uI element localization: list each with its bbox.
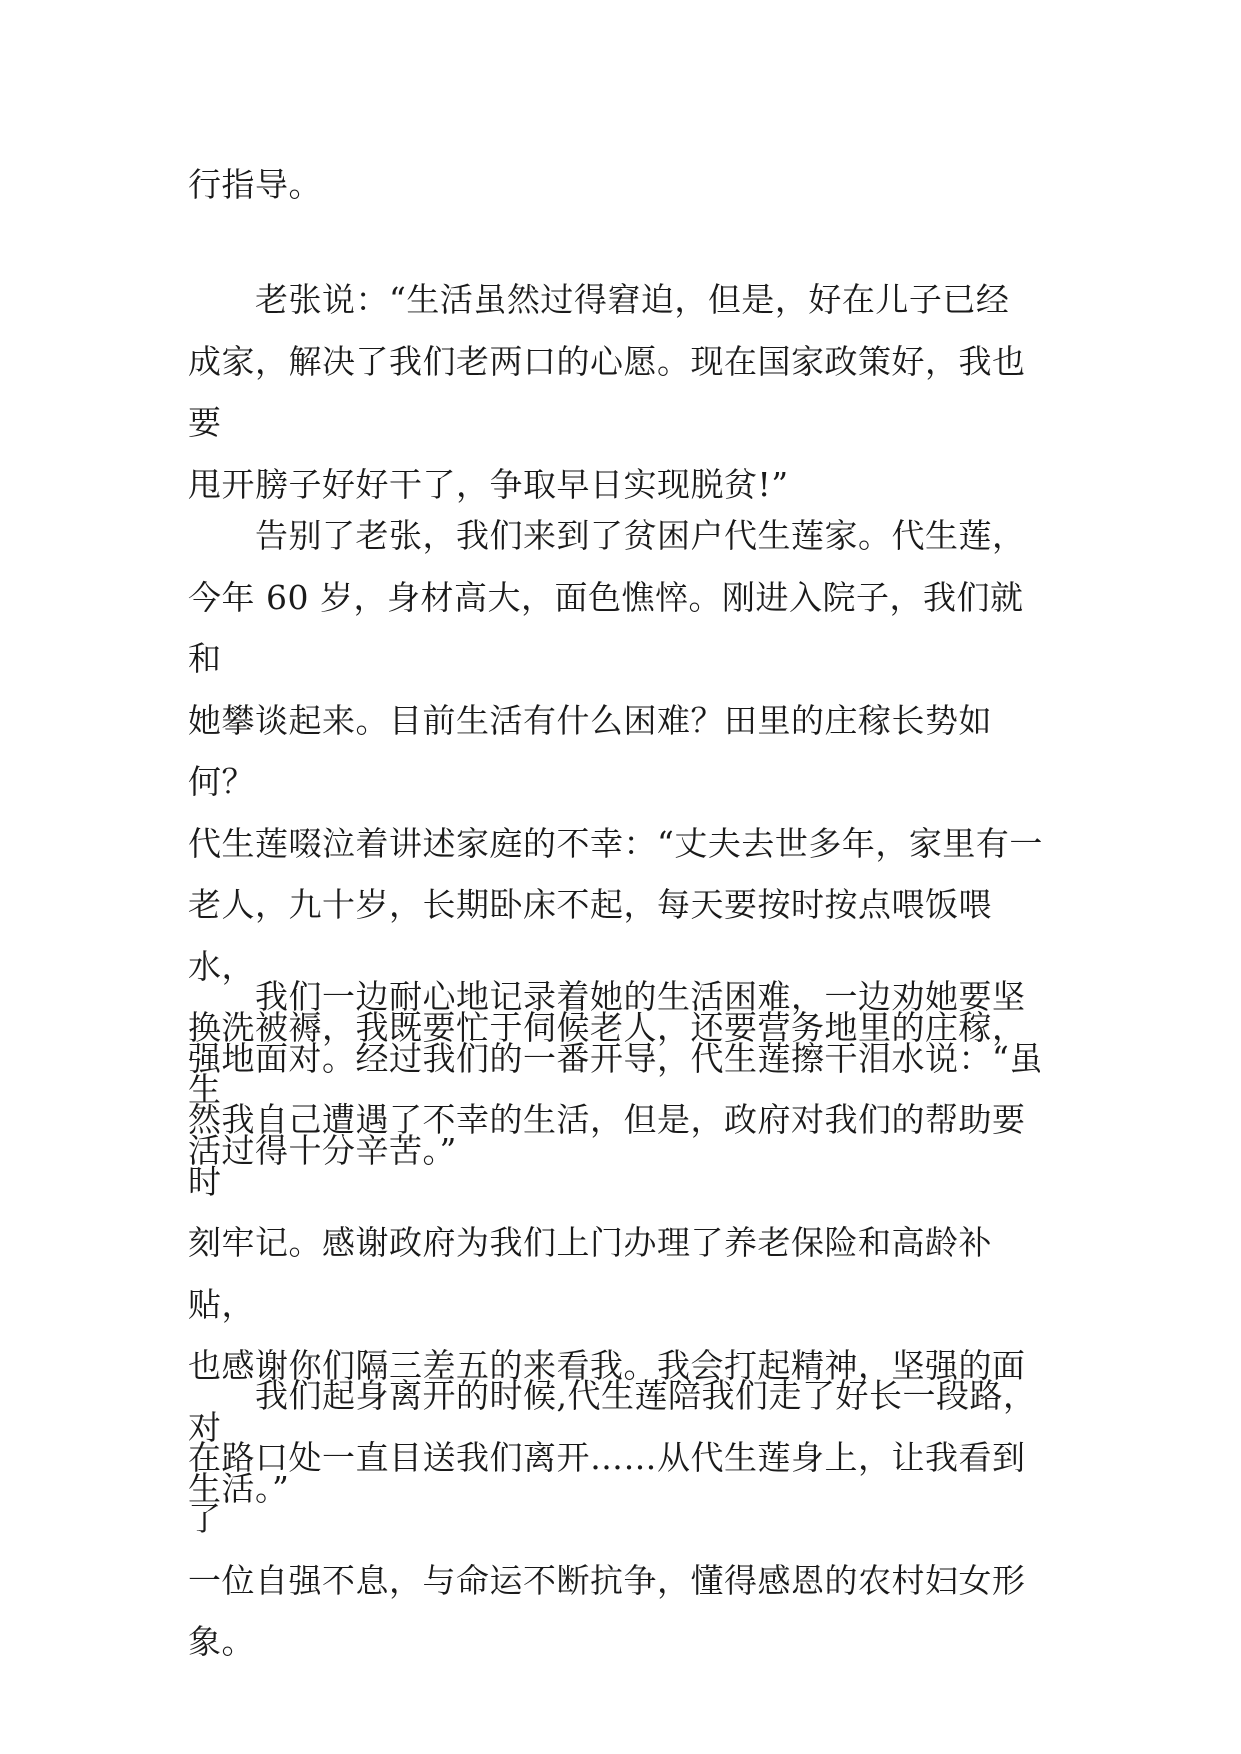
- paragraph: 老张说：“生活虽然过得窘迫，但是，好在儿子已经 成家，解决了我们老两口的心愿。现在国家政策好，我也要 甩开膀子好好干了，争取早日实现脱贫!”: [188, 280, 1026, 504]
- paragraph: 我们起身离开的时候,代生莲陪我们走了好长一段路， 在路口处一直目送我们离开……从代生莲身上，让我看到了 一位自强不息，与命运不断抗争，懂得感恩的农村妇女形象。: [188, 1376, 1037, 1661]
- paragraph: 行指导。: [188, 165, 322, 204]
- paragraph: 告别了老张，我们来到了贫困户代生莲家。代生莲， 今年 60 岁，身材高大，面色憔悴。刚进入院子，我们就和 她攀谈起来。目前生活有什么困难？田里的庄稼长势如何？ 代生莲啜泣着讲述家庭的不幸：“丈夫去世多年，家里有一 老人，九十岁，长期卧床不起，每天要按时按点喂饭喂水， 换洗被褥，我既要忙于伺候老人，还要营务地里的庄稼，生 活过得十分辛苦。”: [188, 516, 1043, 1170]
- paragraph: 我们一边耐心地记录着她的生活困难，一边劝她要坚 强地面对。经过我们的一番开导，代生莲擦干泪水说：“虽 然我自己遭遇了不幸的生活，但是，政府对我们的帮助要时 刻牢记。感谢政府为我们上门办理了养老保险和高龄补贴， 也感谢你们隔三差五的来看我。我会打起精神，坚强的面对 生活。”: [188, 977, 1043, 1508]
